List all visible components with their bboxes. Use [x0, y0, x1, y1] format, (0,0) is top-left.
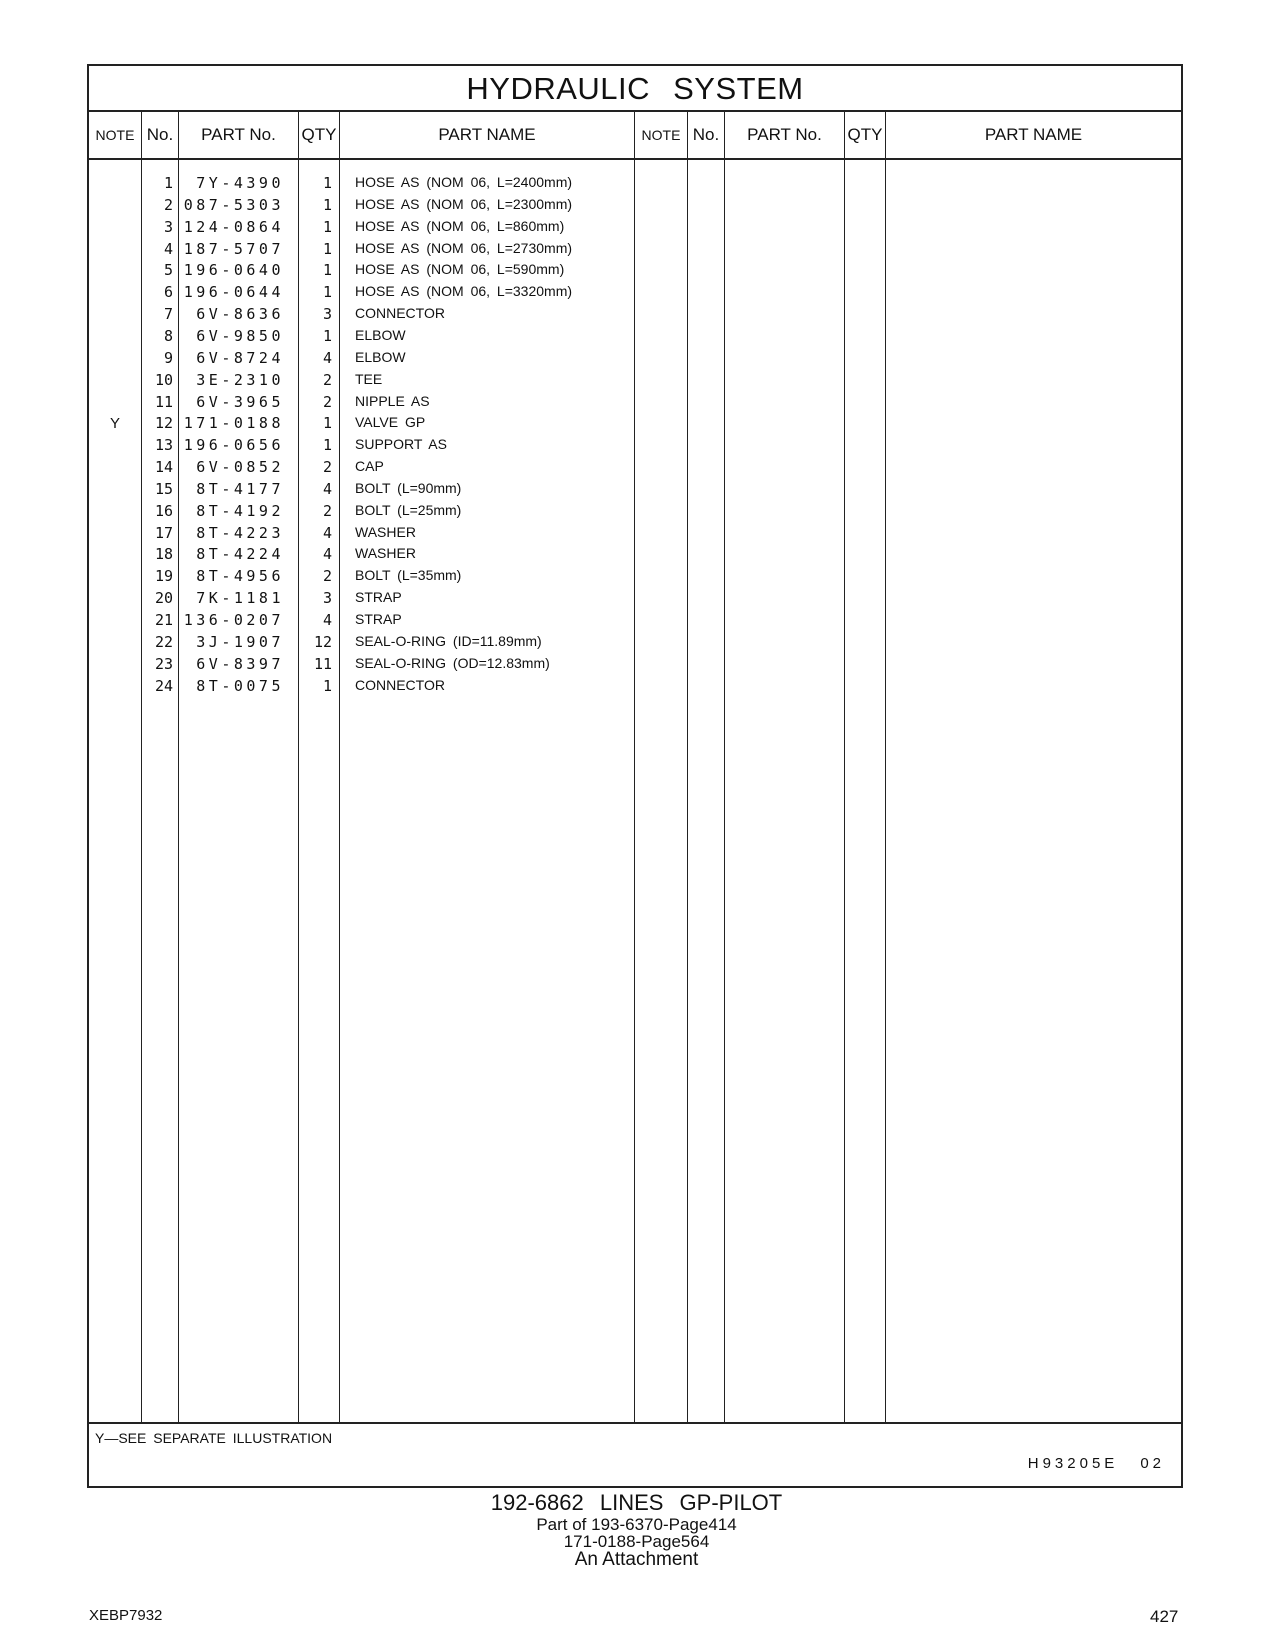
- row-quantity: 1: [322, 676, 332, 695]
- row-quantity: 1: [322, 239, 332, 258]
- row-quantity: 4: [322, 523, 332, 542]
- row-number: 9: [163, 348, 173, 367]
- row-part-number: 7K-1181: [196, 589, 284, 608]
- table-row: [89, 391, 1181, 414]
- attachment-label: An Attachment: [574, 1549, 699, 1570]
- table-row: [89, 412, 1181, 435]
- row-part-name: NIPPLE AS: [355, 392, 430, 409]
- table-row: [89, 565, 1181, 588]
- row-part-name: HOSE AS (NOM 06, L=3320mm): [355, 283, 573, 300]
- row-number: 7: [163, 305, 173, 324]
- row-part-number: 6V-9850: [196, 326, 284, 345]
- row-part-name: BOLT (L=25mm): [355, 501, 462, 518]
- row-quantity: 12: [313, 632, 332, 651]
- row-quantity: 1: [322, 326, 332, 345]
- row-part-name: HOSE AS (NOM 06, L=590mm): [355, 261, 565, 278]
- row-part-name: BOLT (L=90mm): [355, 479, 462, 496]
- parts-table-frame: [87, 64, 1183, 1488]
- row-number: 1: [163, 174, 173, 192]
- table-row: [89, 194, 1181, 217]
- row-quantity: 3: [322, 305, 332, 324]
- row-quantity: 1: [322, 283, 332, 302]
- row-part-number: 6V-8724: [196, 348, 284, 367]
- row-part-name: SEAL-O-RING (ID=11.89mm): [355, 632, 542, 649]
- row-number: 15: [154, 479, 173, 498]
- row-part-number: 087-5303: [183, 195, 284, 214]
- row-quantity: 1: [322, 261, 332, 280]
- row-part-name: HOSE AS (NOM 06, L=860mm): [355, 217, 565, 234]
- row-number: 23: [154, 654, 173, 673]
- row-part-name: STRAP: [355, 589, 402, 606]
- row-part-name: STRAP: [355, 611, 402, 627]
- row-part-number: 196-0656: [183, 436, 284, 455]
- row-part-name: ELBOW: [355, 348, 406, 365]
- row-part-name: BOLT (L=35mm): [355, 567, 462, 584]
- row-part-number: 6V-8397: [196, 654, 284, 673]
- row-part-name: CAP: [355, 458, 384, 475]
- row-quantity: 2: [322, 501, 332, 520]
- footer-divider: [89, 1422, 1181, 1424]
- row-part-name: SUPPORT AS: [355, 436, 447, 453]
- row-number: 8: [163, 326, 173, 345]
- row-number: 5: [163, 261, 173, 280]
- row-quantity: 4: [322, 479, 332, 498]
- row-part-number: 8T-4177: [196, 479, 284, 498]
- row-part-number: 8T-4192: [196, 501, 284, 520]
- table-row: [89, 347, 1181, 370]
- row-part-number: 8T-4956: [196, 567, 284, 586]
- row-part-number: 196-0640: [183, 261, 284, 280]
- row-part-number: 187-5707: [183, 239, 284, 258]
- row-quantity: 4: [322, 611, 332, 629]
- table-title: HYDRAULIC SYSTEM: [89, 66, 1181, 112]
- page-reference: 171-0188-Page564: [563, 1532, 710, 1551]
- row-number: 16: [154, 501, 173, 520]
- row-quantity: 2: [322, 370, 332, 389]
- row-quantity: 2: [322, 567, 332, 586]
- row-part-number: 3J-1907: [196, 632, 284, 651]
- header-no-right: No.: [692, 125, 720, 144]
- row-number: 3: [163, 217, 173, 236]
- row-number: 18: [154, 545, 173, 564]
- header-note-left: NOTE: [95, 127, 135, 143]
- table-row: [89, 369, 1181, 392]
- table-row: [89, 216, 1181, 239]
- table-row: [89, 281, 1181, 304]
- row-part-name: VALVE GP: [355, 414, 426, 431]
- table-row: [89, 172, 1181, 195]
- header-part-no-right: PART No.: [747, 125, 822, 144]
- row-number: 10: [154, 370, 173, 389]
- row-quantity: 2: [322, 458, 332, 477]
- table-row: [89, 259, 1181, 282]
- row-quantity: 11: [313, 654, 332, 673]
- page-number: 427: [1150, 1607, 1179, 1626]
- row-quantity: 4: [322, 545, 332, 564]
- document-id: XEBP7932: [89, 1607, 163, 1624]
- row-part-name: CONNECTOR: [355, 676, 445, 693]
- table-row: [89, 238, 1181, 261]
- header-qty-left: QTY: [301, 125, 337, 144]
- row-part-number: 3E-2310: [196, 370, 284, 389]
- row-quantity: 3: [322, 589, 332, 608]
- table-row: [89, 325, 1181, 348]
- table-row: [89, 500, 1181, 523]
- row-quantity: 2: [322, 392, 332, 411]
- row-part-name: WASHER: [355, 545, 416, 562]
- row-part-number: 8T-4224: [196, 545, 284, 564]
- row-number: 13: [154, 436, 173, 455]
- row-part-number: 6V-3965: [196, 392, 284, 411]
- table-row: [89, 303, 1181, 326]
- header-no-left: No.: [146, 125, 174, 144]
- row-number: 22: [154, 632, 173, 651]
- header-part-name-right: PART NAME: [984, 125, 1083, 144]
- row-number: 12: [154, 414, 173, 433]
- table-row: [89, 631, 1181, 654]
- row-part-name: HOSE AS (NOM 06, L=2400mm): [355, 174, 573, 190]
- row-part-name: HOSE AS (NOM 06, L=2300mm): [355, 195, 573, 212]
- parent-reference: Part of 193-6370-Page414: [536, 1515, 737, 1534]
- table-row: [89, 434, 1181, 457]
- row-quantity: 1: [322, 217, 332, 236]
- table-row: [89, 543, 1181, 566]
- row-part-number: 8T-4223: [196, 523, 284, 542]
- row-part-number: 124-0864: [183, 217, 284, 236]
- row-part-number: 6V-0852: [196, 458, 284, 477]
- row-number: 20: [154, 589, 173, 608]
- table-row: [89, 478, 1181, 501]
- row-quantity: 1: [322, 414, 332, 433]
- row-number: 19: [154, 567, 173, 586]
- code-revision: 02: [1140, 1455, 1165, 1472]
- header-note-right: NOTE: [641, 127, 681, 143]
- row-part-name: SEAL-O-RING (OD=12.83mm): [355, 654, 550, 671]
- row-part-name: ELBOW: [355, 326, 406, 343]
- code-id: H93205E: [1027, 1455, 1119, 1472]
- row-quantity: 1: [322, 174, 332, 192]
- row-part-name: CONNECTOR: [355, 305, 445, 322]
- row-number: 21: [154, 611, 173, 629]
- table-row: [89, 587, 1181, 610]
- table-row: [89, 609, 1181, 632]
- row-part-number: 196-0644: [183, 283, 284, 302]
- row-part-number: 171-0188: [183, 414, 284, 433]
- row-number: 24: [154, 676, 173, 695]
- table-header: [89, 112, 1181, 160]
- row-part-name: TEE: [355, 370, 383, 387]
- row-number: 17: [154, 523, 173, 542]
- header-qty-right: QTY: [847, 125, 883, 144]
- illustration-code: [1028, 1455, 1165, 1472]
- row-quantity: 1: [322, 195, 332, 214]
- row-quantity: 4: [322, 348, 332, 367]
- table-row: [89, 653, 1181, 676]
- row-part-name: HOSE AS (NOM 06, L=2730mm): [355, 239, 573, 256]
- footnote: Y—SEE SEPARATE ILLUSTRATION: [95, 1430, 333, 1446]
- header-part-no-left: PART No.: [201, 125, 276, 144]
- row-part-number: 136-0207: [183, 611, 284, 629]
- row-number: 6: [163, 283, 173, 302]
- row-part-name: WASHER: [355, 523, 416, 540]
- row-part-number: 8T-0075: [196, 676, 284, 695]
- table-row: [89, 522, 1181, 545]
- row-number: 2: [163, 195, 173, 214]
- row-part-number: 6V-8636: [196, 305, 284, 324]
- header-part-name-left: PART NAME: [438, 125, 536, 144]
- table-row: [89, 675, 1181, 698]
- row-part-number: 7Y-4390: [196, 174, 284, 192]
- row-number: 11: [154, 392, 173, 411]
- row-number: 4: [163, 239, 173, 258]
- table-row: [89, 456, 1181, 479]
- group-title: 192-6862 LINES GP-PILOT: [490, 1490, 783, 1515]
- row-quantity: 1: [322, 436, 332, 455]
- row-note: Y: [109, 415, 120, 433]
- row-number: 14: [154, 458, 173, 477]
